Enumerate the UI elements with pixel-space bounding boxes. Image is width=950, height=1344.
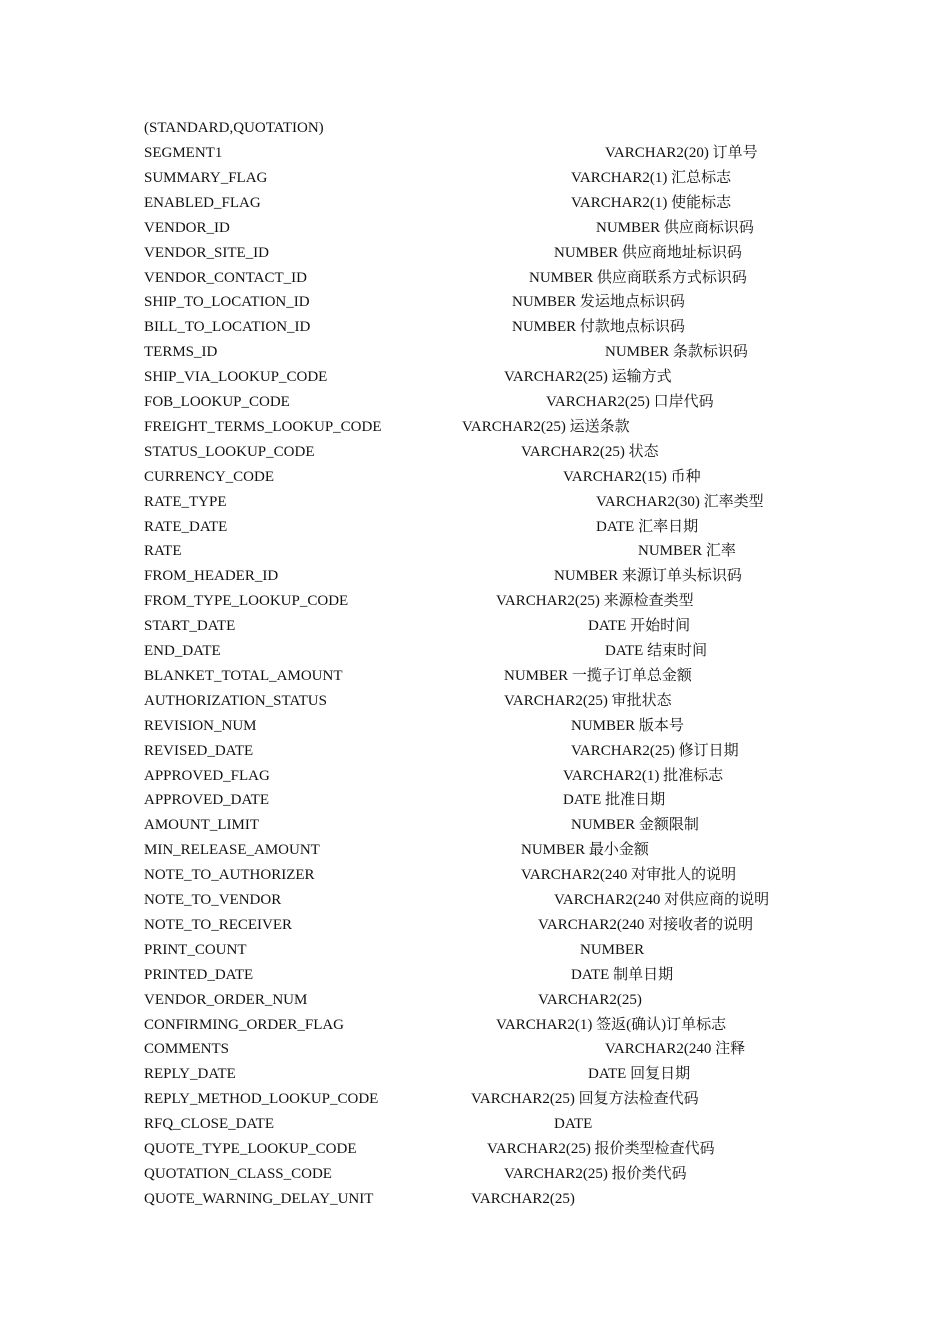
field-type-desc: NUMBER 金额限制 <box>571 817 699 834</box>
field-row <box>0 540 950 562</box>
field-type-desc: NUMBER 版本号 <box>571 717 684 734</box>
field-row <box>0 1138 950 1160</box>
field-type-desc: DATE 开始时间 <box>588 618 691 635</box>
field-row <box>0 242 950 264</box>
field-type-desc: VARCHAR2(240 对审批人的说明 <box>521 867 737 884</box>
field-type-desc: VARCHAR2(30) 汇率类型 <box>596 493 764 510</box>
field-name: AUTHORIZATION_STATUS <box>144 692 327 709</box>
field-type-desc: DATE 批准日期 <box>563 792 666 809</box>
field-type-desc: NUMBER 供应商标识码 <box>596 219 754 236</box>
field-type-desc: DATE 结束时间 <box>605 643 708 659</box>
field-name: RATE_TYPE <box>144 493 227 510</box>
field-name: APPROVED_FLAG <box>144 767 270 784</box>
field-row <box>0 839 950 861</box>
field-row <box>0 964 950 986</box>
field-name: APPROVED_DATE <box>144 792 270 809</box>
field-name: PRINTED_DATE <box>144 966 254 983</box>
field-row <box>0 590 950 612</box>
field-type-desc: VARCHAR2(25) 回复方法检查代码 <box>471 1091 699 1108</box>
field-type-desc: VARCHAR2(25) <box>471 1190 575 1207</box>
field-row <box>0 914 950 936</box>
field-row <box>0 765 950 787</box>
field-name: CONFIRMING_ORDER_FLAG <box>144 1016 345 1033</box>
field-row <box>0 1188 950 1210</box>
field-type-desc: VARCHAR2(25) 来源检查类型 <box>496 593 694 610</box>
field-row <box>0 1163 950 1185</box>
field-name: FROM_HEADER_ID <box>144 568 279 585</box>
field-type-desc: VARCHAR2(25) 状态 <box>521 443 659 460</box>
field-type-desc: VARCHAR2(25) 报价类型检查代码 <box>487 1141 715 1157</box>
field-type-desc: DATE 汇率日期 <box>596 518 699 535</box>
field-name: REVISION_NUM <box>144 717 257 734</box>
field-type-desc: NUMBER 最小金额 <box>521 842 649 859</box>
field-type-desc: VARCHAR2(25) 口岸代码 <box>546 394 714 410</box>
field-row <box>0 391 950 413</box>
field-name: VENDOR_ID <box>144 219 230 236</box>
field-type-desc: VARCHAR2(240 对供应商的说明 <box>554 892 770 908</box>
field-name: NOTE_TO_VENDOR <box>144 892 282 908</box>
field-type-desc: VARCHAR2(25) 修订日期 <box>571 742 739 759</box>
field-row <box>0 1063 950 1085</box>
field-row <box>0 989 950 1011</box>
field-name: VENDOR_CONTACT_ID <box>144 269 307 286</box>
field-type-desc: NUMBER <box>580 941 645 958</box>
field-name: TERMS_ID <box>144 344 218 361</box>
header-text: (STANDARD,QUOTATION) <box>144 120 324 136</box>
field-name: VENDOR_ORDER_NUM <box>144 991 308 1008</box>
field-type-desc: VARCHAR2(20) 订单号 <box>605 145 758 161</box>
field-name: QUOTATION_CLASS_CODE <box>144 1165 332 1182</box>
field-row <box>0 864 950 886</box>
field-name: BLANKET_TOTAL_AMOUNT <box>144 667 343 684</box>
field-name: FOB_LOOKUP_CODE <box>144 394 290 410</box>
field-name: SHIP_VIA_LOOKUP_CODE <box>144 369 328 386</box>
field-row <box>0 316 950 338</box>
field-row <box>0 167 950 189</box>
field-row <box>0 1113 950 1135</box>
field-row <box>0 1014 950 1036</box>
field-name: REVISED_DATE <box>144 742 254 759</box>
field-row <box>0 291 950 313</box>
field-name: REPLY_METHOD_LOOKUP_CODE <box>144 1091 379 1108</box>
field-name: QUOTE_WARNING_DELAY_UNIT <box>144 1190 374 1207</box>
field-name: END_DATE <box>144 643 221 659</box>
field-name: ENABLED_FLAG <box>144 194 261 211</box>
field-row <box>0 814 950 836</box>
field-name: MIN_RELEASE_AMOUNT <box>144 842 320 859</box>
field-name: SHIP_TO_LOCATION_ID <box>144 294 310 311</box>
field-row <box>0 516 950 538</box>
field-row <box>0 715 950 737</box>
field-row <box>0 192 950 214</box>
field-type-desc: DATE 制单日期 <box>571 966 674 983</box>
field-name: FROM_TYPE_LOOKUP_CODE <box>144 593 349 610</box>
field-row <box>0 640 950 662</box>
field-type-desc: VARCHAR2(1) 签返(确认)订单标志 <box>496 1016 727 1033</box>
field-name: RATE_DATE <box>144 518 228 535</box>
field-row <box>0 441 950 463</box>
field-type-desc: NUMBER 来源订单头标识码 <box>554 568 742 585</box>
field-type-desc: VARCHAR2(25) 运送条款 <box>462 418 630 435</box>
field-name: VENDOR_SITE_ID <box>144 244 269 261</box>
field-row <box>0 466 950 488</box>
field-name: PRINT_COUNT <box>144 941 247 958</box>
field-type-desc: NUMBER 汇率 <box>638 543 736 560</box>
field-type-desc: NUMBER 条款标识码 <box>605 344 748 361</box>
field-type-desc: DATE <box>554 1116 593 1133</box>
field-type-desc: VARCHAR2(15) 币种 <box>563 468 701 485</box>
field-row <box>0 789 950 811</box>
field-row <box>0 889 950 911</box>
field-name: RATE <box>144 543 182 560</box>
field-name: SEGMENT1 <box>144 145 223 161</box>
field-row <box>0 142 950 164</box>
field-row <box>0 366 950 388</box>
field-row <box>0 217 950 239</box>
field-name: REPLY_DATE <box>144 1066 236 1083</box>
field-row <box>0 416 950 438</box>
field-name: CURRENCY_CODE <box>144 468 275 485</box>
field-type-desc: VARCHAR2(25) 审批状态 <box>504 692 672 709</box>
field-type-desc: NUMBER 一揽子订单总金额 <box>504 667 692 684</box>
field-type-desc: NUMBER 发运地点标识码 <box>512 294 685 311</box>
field-name: NOTE_TO_AUTHORIZER <box>144 867 315 884</box>
field-type-desc: VARCHAR2(25) 运输方式 <box>504 369 672 386</box>
field-type-desc: VARCHAR2(1) 使能标志 <box>571 194 732 211</box>
field-row <box>0 690 950 712</box>
field-name: RFQ_CLOSE_DATE <box>144 1116 275 1133</box>
field-type-desc: NUMBER 供应商联系方式标识码 <box>529 269 747 286</box>
field-row <box>0 1038 950 1060</box>
field-name: STATUS_LOOKUP_CODE <box>144 443 315 460</box>
field-name: FREIGHT_TERMS_LOOKUP_CODE <box>144 418 382 435</box>
field-type-desc: VARCHAR2(1) 批准标志 <box>563 767 724 784</box>
field-type-desc: NUMBER 供应商地址标识码 <box>554 244 742 261</box>
field-name: START_DATE <box>144 618 236 635</box>
field-name: SUMMARY_FLAG <box>144 169 268 186</box>
field-row <box>0 565 950 587</box>
field-row <box>0 491 950 513</box>
field-row <box>0 267 950 289</box>
field-type-desc: VARCHAR2(240 注释 <box>605 1041 746 1058</box>
field-type-desc: VARCHAR2(240 对接收者的说明 <box>538 916 754 933</box>
field-type-desc: VARCHAR2(1) 汇总标志 <box>571 169 732 186</box>
field-name: NOTE_TO_RECEIVER <box>144 916 293 933</box>
field-name: BILL_TO_LOCATION_ID <box>144 319 311 336</box>
field-name: AMOUNT_LIMIT <box>144 817 259 834</box>
field-type-desc: DATE 回复日期 <box>588 1066 691 1083</box>
field-row <box>0 1088 950 1110</box>
field-type-desc: NUMBER 付款地点标识码 <box>512 319 685 336</box>
field-row <box>0 341 950 363</box>
field-row <box>0 939 950 961</box>
field-type-desc: VARCHAR2(25) 报价类代码 <box>504 1165 687 1182</box>
field-type-desc: VARCHAR2(25) <box>538 991 642 1008</box>
field-name: COMMENTS <box>144 1041 230 1058</box>
field-name: QUOTE_TYPE_LOOKUP_CODE <box>144 1141 357 1157</box>
field-row <box>0 615 950 637</box>
field-row <box>0 665 950 687</box>
field-row <box>0 740 950 762</box>
